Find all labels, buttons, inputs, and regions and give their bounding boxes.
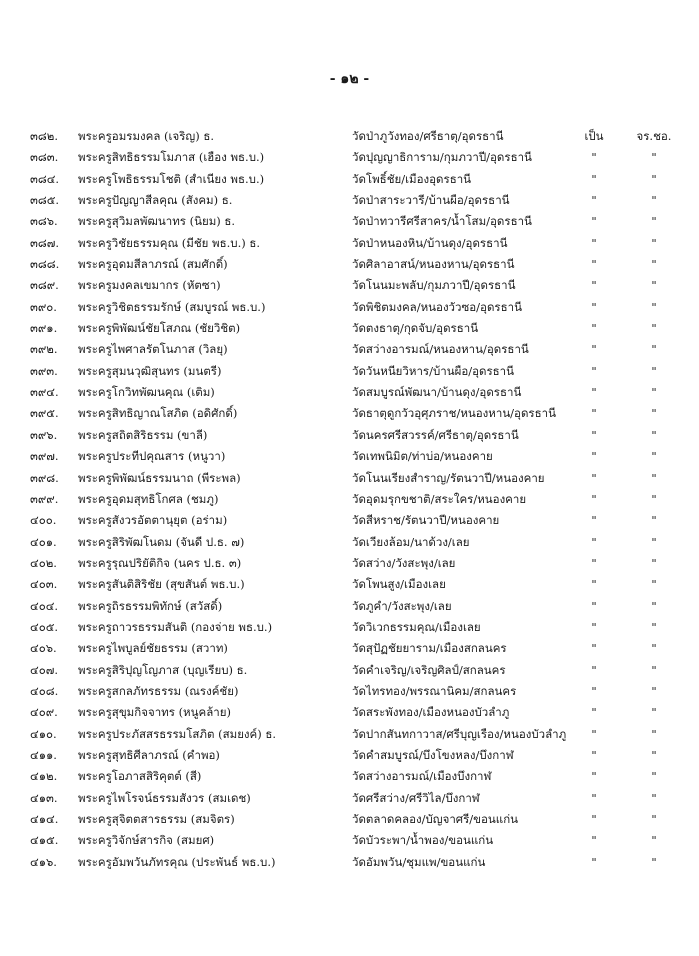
list-item <box>0 211 699 232</box>
monk-name: พระครูไพโรจน์ธรรมสังวร (สมเดช) <box>78 790 251 805</box>
entry-number: ๔๑๔. <box>30 812 59 826</box>
entry-number: ๓๙๙. <box>30 491 59 506</box>
entry-number: ๓๙๓. <box>30 363 58 378</box>
temple-location: วัดศิลาอาสน์/หนองหาน/อุดรธานี <box>352 257 515 272</box>
entry-list <box>0 126 699 873</box>
rank-status: " <box>591 214 597 229</box>
monk-name: พระครูวิจักษ์สารกิจ (สมยศ) <box>78 833 215 848</box>
list-item <box>0 425 699 446</box>
rank-status: " <box>591 470 597 485</box>
rank-status: " <box>591 833 597 848</box>
monk-name: พระครูสุวิมลพัฒนาทร (นิยม) ธ. <box>78 214 236 229</box>
entry-number: ๓๘๗. <box>30 235 60 250</box>
rank-level: " <box>651 662 657 677</box>
rank-level: " <box>651 513 657 528</box>
entry-number: ๔๑๕. <box>30 833 59 848</box>
rank-status: " <box>591 641 597 656</box>
entry-number: ๔๐๖. <box>30 641 57 656</box>
rank-level: " <box>651 214 657 229</box>
entry-number: ๔๐๙. <box>30 705 58 720</box>
rank-status: " <box>591 790 597 805</box>
monk-name: พระครูอัมพวันภัทรคุณ (ประพันธ์ พธ.บ.) <box>78 854 276 869</box>
entry-number: ๔๐๐. <box>30 513 57 528</box>
monk-name: พระครูประทีปคุณสาร (หนูวา) <box>78 449 226 464</box>
temple-location: วัดนครศรีสวรรค์/ศรีธาตุ/อุดรธานี <box>352 427 519 442</box>
entry-number: ๓๙๖. <box>30 427 58 442</box>
rank-level: " <box>651 812 657 826</box>
monk-name: พระครูสุจิตตสารธรรม (สมจิตร) <box>78 812 235 826</box>
list-item <box>0 809 699 830</box>
entry-number: ๓๘๔. <box>30 171 60 186</box>
rank-status: " <box>591 491 597 506</box>
temple-location: วัดตงธาตุ/กุดจับ/อุดรธานี <box>352 321 479 336</box>
monk-name: พระครูสกลภัทรธรรม (ณรงค์ชัย) <box>78 683 239 698</box>
monk-name: พระครูสิทธิธรรมโมภาส (เฮือง พธ.บ.) <box>78 150 265 165</box>
temple-location: วัดโนนเรียงสำราญ/รัตนวาปี/หนองคาย <box>352 470 545 485</box>
temple-location: วัดคำเจริญ/เจริญศิลป์/สกลนคร <box>352 662 506 677</box>
monk-name: พระครูโอภาสสิริคุตต์ (สี) <box>78 769 202 784</box>
rank-status: " <box>591 385 597 400</box>
rank-level: " <box>651 726 657 741</box>
temple-location: วัดสีหราช/รัตนวาปี/หนองคาย <box>352 513 500 528</box>
entry-number: ๓๙๔. <box>30 385 59 400</box>
list-item <box>0 553 699 574</box>
monk-name: พระครูอมรมงคล (เจริญ) ธ. <box>78 129 215 143</box>
rank-level: " <box>651 641 657 656</box>
list-item <box>0 169 699 190</box>
rank-status: " <box>591 150 597 165</box>
entry-number: ๓๙๑. <box>30 321 58 336</box>
temple-location: วัดโพนสูง/เมืองเลย <box>352 577 446 592</box>
rank-level: " <box>651 363 657 378</box>
entry-number: ๓๘๓. <box>30 150 59 165</box>
rank-status: " <box>591 363 597 378</box>
temple-location: วัดสว่าง/วังสะพุง/เลย <box>352 555 456 570</box>
rank-level: " <box>651 235 657 250</box>
monk-name: พระครูวิชัยธรรมคุณ (มีชัย พธ.บ.) ธ. <box>78 235 261 250</box>
rank-status: " <box>591 193 597 208</box>
list-item <box>0 468 699 489</box>
monk-name: พระครูอุดมสีลาภรณ์ (สมศักดิ์) <box>78 257 228 272</box>
rank-level: " <box>651 854 657 869</box>
rank-level: " <box>651 299 657 314</box>
temple-location: วัดเทพนิมิต/ท่าบ่อ/หนองคาย <box>352 449 493 464</box>
page-number: - ๑๒ - <box>329 71 370 87</box>
entry-number: ๔๑๐. <box>30 726 57 741</box>
rank-status: " <box>591 747 597 762</box>
list-item <box>0 489 699 510</box>
temple-location: วัดปุญญาธิการาม/กุมภวาปี/อุดรธานี <box>352 150 532 165</box>
temple-location: วัดป่าภูวังทอง/ศรีธาตุ/อุดรธานี <box>352 129 504 143</box>
rank-status: " <box>591 769 597 784</box>
temple-location: วัดสว่างอารมณ์/เมืองบึงกาฬ <box>352 769 492 784</box>
rank-status: " <box>591 577 597 592</box>
temple-location: วัดโพธิ์ชัย/เมืองอุดรธานี <box>352 171 472 186</box>
rank-level: " <box>651 683 657 698</box>
monk-name: พระครูสิทธิญาณโสภิต (อดิศักดิ์) <box>78 406 238 421</box>
temple-location: วัดปากสันทกาวาส/ศรีบุญเรือง/หนองบัวลำภู <box>352 726 567 741</box>
monk-name: พระครูประภัสสรธรรมโสภิต (สมยงค์) ธ. <box>78 726 277 741</box>
monk-name: พระครูสิริปุญโญภาส (บุญเรียบ) ธ. <box>78 662 248 677</box>
rank-level: " <box>651 577 657 592</box>
list-item <box>0 681 699 702</box>
entry-number: ๓๘๙. <box>30 278 59 293</box>
list-item <box>0 660 699 681</box>
monk-name: พระครูถาวรธรรมสันติ (กองจ่าย พธ.บ.) <box>78 619 273 634</box>
monk-name: พระครูรุณปริยัติกิจ (นคร ป.ธ. ๓) <box>78 555 242 570</box>
list-item <box>0 702 699 723</box>
rank-status: " <box>591 235 597 250</box>
entry-number: ๔๑๒. <box>30 769 58 784</box>
monk-name: พระครูสุขุมกิจจาทร (หนูคล้าย) <box>78 705 231 720</box>
entry-number: ๔๐๓. <box>30 577 58 592</box>
list-item <box>0 233 699 254</box>
entry-number: ๔๑๖. <box>30 854 57 869</box>
rank-level: " <box>651 491 657 506</box>
rank-level: " <box>651 321 657 336</box>
list-item <box>0 403 699 424</box>
rank-status: " <box>591 662 597 677</box>
list-item <box>0 275 699 296</box>
rank-status: " <box>591 726 597 741</box>
list-item <box>0 446 699 467</box>
entry-number: ๓๙๘. <box>30 470 59 485</box>
list-item <box>0 318 699 339</box>
rank-status: " <box>591 705 597 720</box>
monk-name: พระครูสังวรอัตตานุยุต (อร่าม) <box>78 513 228 528</box>
monk-name: พระครูสิริพัฒโนดม (จันดี ป.ธ. ๗) <box>78 534 245 549</box>
entry-number: ๓๘๖. <box>30 214 58 229</box>
entry-number: ๓๙๕. <box>30 406 59 421</box>
list-item <box>0 126 699 147</box>
rank-level: " <box>651 342 657 357</box>
temple-location: วัดอัมพวัน/ชุมแพ/ขอนแก่น <box>352 854 486 869</box>
rank-status: " <box>591 257 597 272</box>
list-item <box>0 510 699 531</box>
temple-location: วัดป่าสาระวารี/บ้านผือ/อุดรธานี <box>352 193 510 208</box>
rank-level: " <box>651 406 657 421</box>
temple-location: วัดป่าหนองหิน/บ้านดุง/อุดรธานี <box>352 235 508 250</box>
rank-status: " <box>591 812 597 826</box>
rank-level: " <box>651 619 657 634</box>
temple-location: วัดไทรทอง/พรรณานิคม/สกลนคร <box>352 683 517 698</box>
entry-number: ๔๐๘. <box>30 683 59 698</box>
temple-location: วัดตลาดคลอง/บัญจาศรี/ขอนแก่น <box>352 812 519 826</box>
temple-location: วัดศรีสว่าง/ศรีวิไล/บึงกาฬ <box>352 790 480 805</box>
rank-status: " <box>591 854 597 869</box>
rank-level: " <box>651 171 657 186</box>
entry-number: ๓๙๒. <box>30 342 58 357</box>
entry-number: ๔๐๒. <box>30 555 57 570</box>
rank-level: " <box>651 747 657 762</box>
list-item <box>0 788 699 809</box>
rank-level: " <box>651 150 657 165</box>
entry-number: ๓๙๐. <box>30 299 57 314</box>
monk-name: พระครูไพบูลย์ชัยธรรม (สวาท) <box>78 641 228 656</box>
monk-name: พระครูสุทธิศีลาภรณ์ (คำพอ) <box>78 747 220 762</box>
monk-name: พระครูสันติสิริชัย (สุขสันต์ พธ.บ.) <box>78 577 245 592</box>
monk-name: พระครูถิรธรรมพิทักษ์ (สวัสดิ์) <box>78 598 223 613</box>
rank-level: " <box>651 790 657 805</box>
entry-number: ๔๐๕. <box>30 619 59 634</box>
monk-name: พระครูโกวิทพัฒนคุณ (เติม) <box>78 385 215 400</box>
list-item <box>0 617 699 638</box>
list-item <box>0 852 699 873</box>
entry-number: ๓๘๕. <box>30 193 60 208</box>
temple-location: วัดภูคำ/วังสะพุง/เลย <box>352 598 452 613</box>
monk-name: พระครูพิพัฒน์ธรรมนาถ (พีระพล) <box>78 470 241 485</box>
rank-status: " <box>591 449 597 464</box>
rank-status: " <box>591 427 597 442</box>
temple-location: วัดคำสมบูรณ์/บึงโขงหลง/บึงกาฬ <box>352 747 514 762</box>
rank-status: " <box>591 278 597 293</box>
rank-level: " <box>651 470 657 485</box>
list-item <box>0 532 699 553</box>
rank-status: " <box>591 299 597 314</box>
list-item <box>0 254 699 275</box>
list-item <box>0 724 699 745</box>
temple-location: วัดสระพังทอง/เมืองหนองบัวลำภู <box>352 705 510 720</box>
rank-status: " <box>591 406 597 421</box>
temple-location: วัดโนนมะพลับ/กุมภวาปี/อุดรธานี <box>352 278 516 293</box>
temple-location: วัดธาตุดูกวัวอุศุภราช/หนองหาน/อุดรธานี <box>352 406 556 421</box>
list-item <box>0 361 699 382</box>
monk-name: พระครูสถิตสิริธรรม (ขาลี) <box>78 427 208 442</box>
rank-status: " <box>591 598 597 613</box>
rank-level: " <box>651 769 657 784</box>
list-item <box>0 147 699 168</box>
entry-number: ๔๑๑. <box>30 747 57 762</box>
rank-status: " <box>591 555 597 570</box>
list-item <box>0 745 699 766</box>
list-item <box>0 830 699 851</box>
rank-status: " <box>591 171 597 186</box>
entry-number: ๔๑๓. <box>30 790 58 805</box>
rank-level: " <box>651 385 657 400</box>
temple-location: วัดสว่างอารมณ์/หนองหาน/อุดรธานี <box>352 342 529 357</box>
monk-name: พระครูพิพัฒน์ชัยโสภณ (ชัยวิชิต) <box>78 321 241 336</box>
entry-number: ๓๙๗. <box>30 449 59 464</box>
rank-status: " <box>591 321 597 336</box>
rank-level: " <box>651 534 657 549</box>
temple-location: วัดวันหนียวิหาร/บ้านผือ/อุดรธานี <box>352 363 514 378</box>
entry-number: ๓๘๒. <box>30 129 58 143</box>
rank-level: " <box>651 278 657 293</box>
monk-name: พระครูวิชิตธรรมรักษ์ (สมบูรณ์ พธ.บ.) <box>78 299 266 314</box>
rank-level: " <box>651 427 657 442</box>
list-item <box>0 574 699 595</box>
temple-location: วัดวิเวกธรรมคุณ/เมืองเลย <box>352 619 481 634</box>
rank-level: " <box>651 705 657 720</box>
temple-location: วัดสมบูรณ์พัฒนา/บ้านดุง/อุดรธานี <box>352 385 522 400</box>
monk-name: พระครูมงคลเขมากร (หัตซา) <box>78 278 221 293</box>
monk-name: พระครูปัญญาสีลคุณ (สังคม) ธ. <box>78 193 233 208</box>
rank-status: " <box>591 534 597 549</box>
list-item <box>0 638 699 659</box>
temple-location: วัดป่าทวารีศรีสาคร/น้ำโสม/อุดรธานี <box>352 214 532 229</box>
temple-location: วัดเวียงล้อม/นาด้วง/เลย <box>352 534 470 549</box>
rank-status: " <box>591 619 597 634</box>
monk-name: พระครูไพศาลรัตโนภาส (วิลยุ) <box>78 342 228 357</box>
temple-location: วัดอุดมรุกขชาติ/สระใคร/หนองคาย <box>352 491 527 506</box>
rank-level: " <box>651 598 657 613</box>
list-item <box>0 596 699 617</box>
rank-level: " <box>651 449 657 464</box>
entry-number: ๔๐๗. <box>30 662 59 677</box>
rank-level: " <box>651 555 657 570</box>
rank-level: จร.ชอ. <box>636 129 672 143</box>
rank-level: " <box>651 193 657 208</box>
entry-number: ๔๐๔. <box>30 598 59 613</box>
temple-location: วัดสุปัฏชัยยาราม/เมืองสกลนคร <box>352 641 507 656</box>
list-item <box>0 766 699 787</box>
rank-status: " <box>591 683 597 698</box>
list-item <box>0 190 699 211</box>
temple-location: วัดพิชิตมงคล/หนองวัวซอ/อุดรธานี <box>352 299 522 314</box>
temple-location: วัดบัวระพา/น้ำพอง/ขอนแก่น <box>352 833 494 848</box>
entry-number: ๔๐๑. <box>30 534 57 549</box>
rank-status: " <box>591 513 597 528</box>
rank-status: เป็น <box>584 129 604 143</box>
list-item <box>0 297 699 318</box>
rank-status: " <box>591 342 597 357</box>
list-item <box>0 382 699 403</box>
monk-name: พระครูอุดมสุทธิโกศล (ชมภู) <box>78 491 219 506</box>
rank-level: " <box>651 257 657 272</box>
monk-name: พระครูสุมนวุฒิสุนทร (มนตรี) <box>78 363 222 378</box>
list-item <box>0 339 699 360</box>
monk-name: พระครูโพธิธรรมโชติ (สำเนียง พธ.บ.) <box>78 171 265 186</box>
rank-level: " <box>651 833 657 848</box>
entry-number: ๓๘๘. <box>30 257 60 272</box>
